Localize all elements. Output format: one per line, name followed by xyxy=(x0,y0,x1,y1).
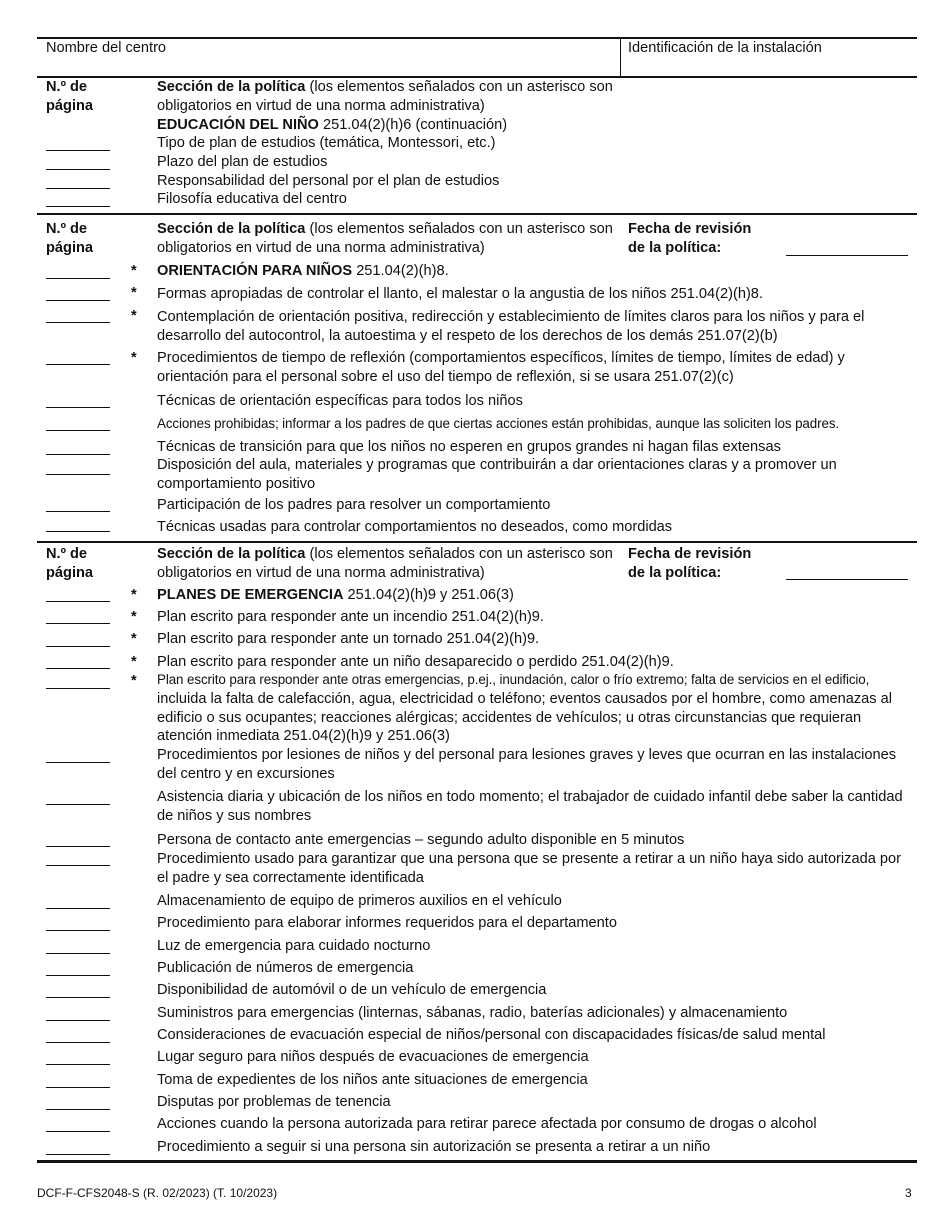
policy-item: Técnicas de transición para que los niños no esperen en grupos grandes ni hagan filas extensas xyxy=(157,439,781,455)
policy-item: Procedimiento usado para garantizar que una persona que se presente a retirar a un niño haya sido autorizada por el padre y sea correctamente identificada xyxy=(157,851,901,886)
required-asterisk: * xyxy=(131,308,137,324)
page-number-blank[interactable] xyxy=(46,953,110,954)
page-number-blank[interactable] xyxy=(46,511,110,512)
policy-item: Lugar seguro para niños después de evacuaciones de emergencia xyxy=(157,1049,589,1065)
required-asterisk: * xyxy=(131,609,137,625)
page-number-blank[interactable] xyxy=(46,188,110,189)
policy-section-rest: (los elementos señalados con un asterisco son xyxy=(305,221,613,237)
policy-item: Responsabilidad del personal por el plan de estudios xyxy=(157,173,500,189)
policy-item: Disputas por problemas de tenencia xyxy=(157,1094,391,1110)
policy-section-label-1 xyxy=(157,78,613,97)
required-asterisk: * xyxy=(131,631,137,647)
page-number-blank[interactable] xyxy=(46,908,110,909)
policy-item: Persona de contacto ante emergencias – segundo adulto disponible en 5 minutos xyxy=(157,832,685,848)
policy-section-label-1-line2: obligatorios en virtud de una norma administrativa) xyxy=(157,98,485,114)
revision-date-field[interactable] xyxy=(786,579,908,580)
policy-item-continuation: incluida la falta de calefacción, agua, electricidad o teléfono; eventos causados por el hombre, como amenazas al edificio o sus ocupantes; reacciones alérgicas; accidentes de vehículos; u otras circunstancias que requieran atención inmediata 251.04(2)(h)9 y 251.06(3) xyxy=(157,691,892,744)
policy-item: Consideraciones de evacuación especial de niños/personal con discapacidades físicas/de salud mental xyxy=(157,1027,826,1043)
revision-date-label-3a: Fecha de revisión xyxy=(628,546,752,562)
page-number-blank[interactable] xyxy=(46,300,110,301)
page-number-blank[interactable] xyxy=(46,1042,110,1043)
policy-item: Técnicas de orientación específicas para todos los niños xyxy=(157,393,523,409)
revision-date-label-3b: de la política: xyxy=(628,565,722,581)
page-number-blank[interactable] xyxy=(46,407,110,408)
required-asterisk: * xyxy=(131,673,137,689)
section-title-bold: ORIENTACIÓN PARA NIÑOS xyxy=(157,263,353,279)
page-number-blank[interactable] xyxy=(46,1131,110,1132)
page-number-blank[interactable] xyxy=(46,322,110,323)
page-number-blank[interactable] xyxy=(46,1109,110,1110)
section-title-child-guidance xyxy=(157,262,449,281)
page-no-label-3a: N.º de xyxy=(46,546,88,562)
policy-item: Disponibilidad de automóvil o de un vehículo de emergencia xyxy=(157,982,547,998)
page-number-blank[interactable] xyxy=(46,150,110,151)
section-title-bold: EDUCACIÓN DEL NIÑO xyxy=(157,117,319,133)
policy-item: Tipo de plan de estudios (temática, Montessori, etc.) xyxy=(157,135,496,151)
required-asterisk: * xyxy=(131,587,137,603)
page-no-label-3b: página xyxy=(46,565,94,581)
policy-item: Suministros para emergencias (linternas, sábanas, radio, baterías adicionales) y almacenamiento xyxy=(157,1005,788,1021)
policy-item: Plan escrito para responder ante un tornado 251.04(2)(h)9. xyxy=(157,631,540,647)
form-id: DCF-F-CFS2048-S (R. 02/2023) (T. 10/2023) xyxy=(37,1186,278,1200)
page-number-blank[interactable] xyxy=(46,364,110,365)
policy-item: Plan escrito para responder ante otras emergencias, p.ej., inundación, calor o frío extremo; falta de servicios en el edificio, xyxy=(157,672,870,687)
page-number-blank[interactable] xyxy=(46,1154,110,1155)
page-number-blank[interactable] xyxy=(46,454,110,455)
policy-item: Plazo del plan de estudios xyxy=(157,154,328,170)
facility-id-label: Identificación de la instalación xyxy=(628,40,822,56)
section-title-rest: 251.04(2)(h)8. xyxy=(352,263,449,279)
policy-item: Procedimiento para elaborar informes requeridos para el departamento xyxy=(157,915,617,931)
policy-item: Plan escrito para responder ante un niño desaparecido o perdido 251.04(2)(h)9. xyxy=(157,654,674,670)
policy-item: Luz de emergencia para cuidado nocturno xyxy=(157,938,431,954)
page-number-blank[interactable] xyxy=(46,278,110,279)
page-no-label-1a: N.º de xyxy=(46,79,88,95)
policy-section-bold: Sección de la política xyxy=(157,546,306,562)
required-asterisk: * xyxy=(131,285,137,301)
policy-item: Participación de los padres para resolver un comportamiento xyxy=(157,497,551,513)
policy-item: Procedimientos por lesiones de niños y del personal para lesiones graves y leves que ocurran en las instalaciones del centro y en excursiones xyxy=(157,747,897,782)
policy-section-bold: Sección de la política xyxy=(157,79,306,95)
policy-item: Almacenamiento de equipo de primeros auxilios en el vehículo xyxy=(157,893,562,909)
revision-date-label-2a: Fecha de revisión xyxy=(628,221,752,237)
page-number-blank[interactable] xyxy=(46,975,110,976)
policy-item: Asistencia diaria y ubicación de los niños en todo momento; el trabajador de cuidado infantil debe saber la cantidad de niños y sus nombres xyxy=(157,789,903,824)
page-number-blank[interactable] xyxy=(46,430,110,431)
page-number-blank[interactable] xyxy=(46,1064,110,1065)
policy-item: Plan escrito para responder ante un incendio 251.04(2)(h)9. xyxy=(157,609,544,625)
policy-section-label-2 xyxy=(157,220,613,239)
policy-item: Disposición del aula, materiales y programas que contribuirán a dar orientaciones claras y a promover un comportamiento positivo xyxy=(157,457,837,492)
policy-section-bold: Sección de la política xyxy=(157,221,306,237)
page-number-blank[interactable] xyxy=(46,762,110,763)
policy-section-rest: (los elementos señalados con un asterisco son xyxy=(305,79,613,95)
page-number-blank[interactable] xyxy=(46,1087,110,1088)
page-no-label-2b: página xyxy=(46,240,94,256)
section-title-emergency-plans xyxy=(157,586,514,605)
page-no-label-1b: página xyxy=(46,98,94,114)
section-title-bold: PLANES DE EMERGENCIA xyxy=(157,587,344,603)
section-divider xyxy=(37,541,917,543)
policy-item: Publicación de números de emergencia xyxy=(157,960,414,976)
page-number: 3 xyxy=(905,1186,912,1200)
policy-item: Acciones cuando la persona autorizada para retirar parece afectada por consumo de drogas o alcohol xyxy=(157,1116,817,1132)
section-title-child-education xyxy=(157,116,507,135)
page-number-blank[interactable] xyxy=(46,846,110,847)
section-title-rest: 251.04(2)(h)6 (continuación) xyxy=(318,117,508,133)
required-asterisk: * xyxy=(131,350,137,366)
policy-item: Toma de expedientes de los niños ante situaciones de emergencia xyxy=(157,1072,588,1088)
center-name-label: Nombre del centro xyxy=(46,40,167,56)
page-number-blank[interactable] xyxy=(46,1020,110,1021)
policy-section-label-3 xyxy=(157,545,613,564)
page-number-blank[interactable] xyxy=(46,206,110,207)
section-title-rest: 251.04(2)(h)9 y 251.06(3) xyxy=(343,587,514,603)
revision-date-field[interactable] xyxy=(786,255,908,256)
page-number-blank[interactable] xyxy=(46,646,110,647)
policy-section-rest: (los elementos señalados con un asterisco son xyxy=(305,546,613,562)
page-number-blank[interactable] xyxy=(46,865,110,866)
revision-date-label-2b: de la política: xyxy=(628,240,722,256)
policy-item: Contemplación de orientación positiva, redirección y establecimiento de límites claros para los niños y para el desarrollo del autocontrol, la autoestima y el respeto de los derechos de los demás 251.07(2)(b) xyxy=(157,309,865,344)
policy-item: Procedimiento a seguir si una persona sin autorización se presenta a retirar a un niño xyxy=(157,1139,711,1155)
policy-item: Procedimientos de tiempo de reflexión (comportamientos específicos, límites de tiempo, límites de edad) y orientación para el personal sobre el uso del tiempo de reflexión, si se usara 251.07(2)(c) xyxy=(157,350,845,385)
page-number-blank[interactable] xyxy=(46,474,110,475)
page-number-blank[interactable] xyxy=(46,997,110,998)
page-number-blank[interactable] xyxy=(46,804,110,805)
policy-item: Acciones prohibidas; informar a los padres de que ciertas acciones están prohibidas, aunque las soliciten los padres. xyxy=(157,416,840,431)
page-number-blank[interactable] xyxy=(46,623,110,624)
page-number-blank[interactable] xyxy=(46,531,110,532)
policy-item: Filosofía educativa del centro xyxy=(157,191,347,207)
policy-section-label-2-line2: obligatorios en virtud de una norma administrativa) xyxy=(157,240,485,256)
page-no-label-2a: N.º de xyxy=(46,221,88,237)
policy-item: Técnicas usadas para controlar comportamientos no deseados, como mordidas xyxy=(157,519,673,535)
policy-section-label-3-line2: obligatorios en virtud de una norma administrativa) xyxy=(157,565,485,581)
page-number-blank[interactable] xyxy=(46,930,110,931)
page-number-blank[interactable] xyxy=(46,668,110,669)
page-bottom-border xyxy=(37,1160,917,1163)
page-number-blank[interactable] xyxy=(46,688,110,689)
required-asterisk: * xyxy=(131,263,137,279)
required-asterisk: * xyxy=(131,654,137,670)
page-number-blank[interactable] xyxy=(46,169,110,170)
section-divider xyxy=(37,213,917,215)
policy-item: Formas apropiadas de controlar el llanto, el malestar o la angustia de los niños 251.04(2)(h)8. xyxy=(157,286,763,302)
page-number-blank[interactable] xyxy=(46,601,110,602)
header-divider xyxy=(620,38,621,76)
